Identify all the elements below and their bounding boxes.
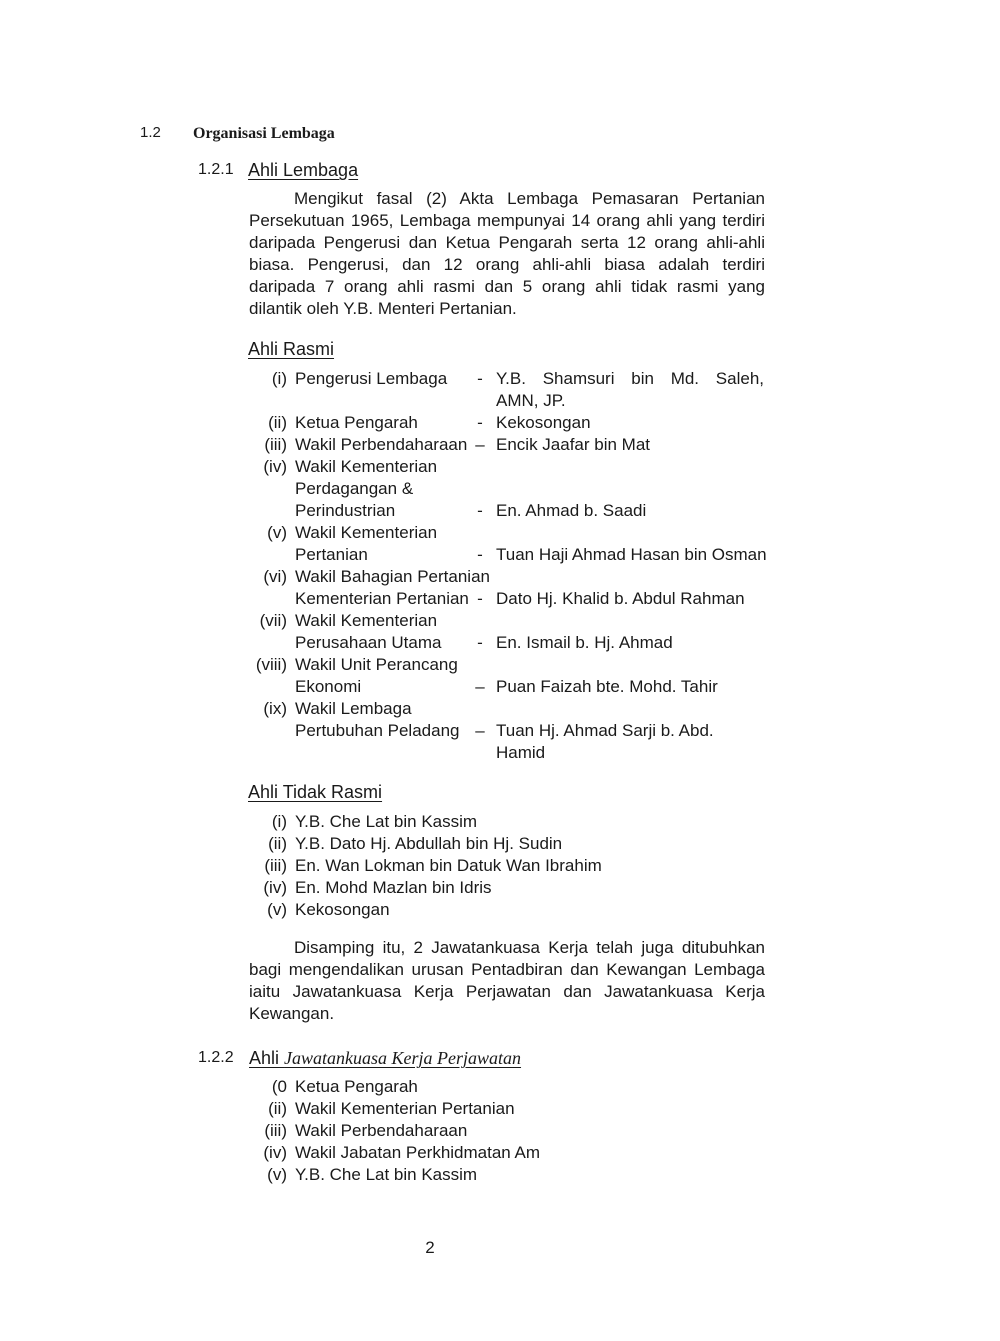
list-item <box>247 676 767 698</box>
item-member: Encik Jaafar bin Mat <box>496 435 651 454</box>
list-item <box>247 899 767 921</box>
item-number: (v) <box>267 523 287 542</box>
ahli-rasmi-heading: Ahli Rasmi <box>248 339 335 359</box>
committee-paragraph <box>249 937 765 1025</box>
item-number: (iv) <box>263 457 287 476</box>
item-position: Wakil Kementerian <box>295 457 438 476</box>
item-member: Ketua Pengarah <box>295 1077 418 1096</box>
section-number-1-2-2: 1.2.2 <box>198 1049 234 1066</box>
list-item <box>247 698 767 720</box>
item-member: Y.B. Shamsuri bin Md. Saleh, <box>496 369 764 388</box>
item-number: (iv) <box>263 878 287 897</box>
item-number: (ix) <box>263 699 287 718</box>
list-item <box>247 632 767 654</box>
item-member: En. Wan Lokman bin Datuk Wan Ibrahim <box>295 856 602 875</box>
list-item <box>247 588 767 610</box>
list-item <box>247 1076 767 1098</box>
item-dash: - <box>477 369 483 388</box>
item-position: Perindustrian <box>295 501 396 520</box>
list-item <box>247 412 767 434</box>
section-number-1-2: 1.2 <box>140 124 161 141</box>
item-member: Tuan Hj. Ahmad Sarji b. Abd. <box>496 721 714 740</box>
item-number: (iii) <box>264 435 287 454</box>
item-position: Wakil Unit Perancang <box>295 655 458 674</box>
item-position: Pengerusi Lembaga <box>295 369 448 388</box>
item-number: (iii) <box>264 1121 287 1140</box>
item-member: Kekosongan <box>295 900 390 919</box>
item-position: Pertubuhan Peladang <box>295 721 460 740</box>
list-item <box>247 610 767 632</box>
item-dash: - <box>477 545 483 564</box>
item-member: Puan Faizah bte. Mohd. Tahir <box>496 677 718 696</box>
item-number: (v) <box>267 900 287 919</box>
item-number: (v) <box>267 1165 287 1184</box>
list-item <box>247 522 767 544</box>
item-position: Wakil Lembaga <box>295 699 412 718</box>
item-member: Dato Hj. Khalid b. Abdul Rahman <box>496 589 745 608</box>
item-dash: – <box>475 721 485 740</box>
item-number: (viii) <box>255 655 287 674</box>
item-position: Wakil Perbendaharaan <box>295 435 468 454</box>
item-position: Kementerian Pertanian <box>295 589 469 608</box>
item-number: (vii) <box>259 611 287 630</box>
ahli-tidak-rasmi-list <box>247 811 767 921</box>
item-dash: – <box>475 435 485 454</box>
item-position: Wakil Kementerian <box>295 611 438 630</box>
item-member: Wakil Jabatan Perkhidmatan Am <box>295 1143 541 1162</box>
section-title-prefix: Ahli <box>249 1048 280 1068</box>
item-dash: - <box>477 501 483 520</box>
list-item <box>247 1120 767 1142</box>
list-item <box>247 390 767 412</box>
item-number: (0 <box>271 1077 287 1096</box>
item-member: Y.B. Che Lat bin Kassim <box>295 812 478 831</box>
list-item <box>247 833 767 855</box>
item-member: Hamid <box>496 743 546 762</box>
list-item <box>247 855 767 877</box>
item-member: En. Mohd Mazlan bin Idris <box>295 878 492 897</box>
committee-paragraph-text: Disamping itu, 2 Jawatankuasa Kerja telah juga ditubuhkan bagi mengendalikan urusan Pentadbiran dan Kewangan Lembaga iaitu Jawatankuasa Kerja Perjawatan dan Jawatankuasa Kerja Kewangan. <box>249 938 765 1023</box>
list-item <box>247 456 767 478</box>
item-member: Tuan Haji Ahmad Hasan bin Osman <box>496 545 767 564</box>
list-item <box>247 368 767 390</box>
item-member: Y.B. Dato Hj. Abdullah bin Hj. Sudin <box>295 834 563 853</box>
item-member: Kekosongan <box>496 413 591 432</box>
item-dash: - <box>477 589 483 608</box>
item-dash: - <box>477 413 483 432</box>
section-title-italic: Jawatankuasa Kerja Perjawatan <box>284 1048 522 1068</box>
list-item <box>247 1142 767 1164</box>
list-item <box>247 811 767 833</box>
item-dash: - <box>477 633 483 652</box>
list-item <box>247 1164 767 1186</box>
item-position: Perdagangan & <box>295 479 414 498</box>
item-member: Wakil Perbendaharaan <box>295 1121 468 1140</box>
list-item <box>247 500 767 522</box>
item-position: Wakil Kementerian <box>295 523 438 542</box>
intro-paragraph <box>249 188 765 320</box>
item-position: Ekonomi <box>295 677 362 696</box>
list-item <box>247 877 767 899</box>
item-number: (vi) <box>263 567 287 586</box>
section-title-ahli-lembaga: Ahli Lembaga <box>248 160 359 180</box>
list-item <box>247 566 767 588</box>
item-member: Wakil Kementerian Pertanian <box>295 1099 515 1118</box>
jawatankuasa-perjawatan-list <box>247 1076 767 1186</box>
list-item <box>247 742 767 764</box>
item-member: En. Ahmad b. Saadi <box>496 501 647 520</box>
item-dash: – <box>475 677 485 696</box>
intro-paragraph-text: Mengikut fasal (2) Akta Lembaga Pemasaran Pertanian Persekutuan 1965, Lembaga mempunyai 14 orang ahli yang terdiri daripada Pengerusi dan Ketua Pengarah serta 12 orang ahli-ahli biasa. Pengerusi, dan 12 orang ahli-ahli biasa adalah terdiri daripada 7 orang ahli rasmi dan 5 orang ahli tidak rasmi yang dilantik oleh Y.B. Menteri Pertanian. <box>249 189 765 318</box>
item-number: (i) <box>271 812 287 831</box>
list-item <box>247 1098 767 1120</box>
list-item <box>247 544 767 566</box>
item-position: Perusahaan Utama <box>295 633 442 652</box>
section-title-jawatankuasa <box>249 1048 521 1069</box>
section-title-organisasi-lembaga: Organisasi Lembaga <box>193 125 335 142</box>
page-number: 2 <box>425 1238 435 1257</box>
item-member: AMN, JP. <box>496 391 566 410</box>
item-number: (iv) <box>263 1143 287 1162</box>
item-member: En. Ismail b. Hj. Ahmad <box>496 633 673 652</box>
list-item <box>247 654 767 676</box>
item-position: Ketua Pengarah <box>295 413 418 432</box>
item-number: (i) <box>271 369 287 388</box>
list-item <box>247 434 767 456</box>
list-item <box>247 478 767 500</box>
item-number: (ii) <box>268 413 287 432</box>
item-member: Y.B. Che Lat bin Kassim <box>295 1165 478 1184</box>
item-position: Wakil Bahagian Pertanian <box>295 567 490 586</box>
item-number: (ii) <box>268 1099 287 1118</box>
ahli-rasmi-list <box>247 368 767 764</box>
section-number-1-2-1: 1.2.1 <box>198 161 234 178</box>
item-number: (iii) <box>264 856 287 875</box>
item-position: Pertanian <box>295 545 368 564</box>
list-item <box>247 720 767 742</box>
ahli-tidak-rasmi-heading: Ahli Tidak Rasmi <box>248 782 383 802</box>
item-number: (ii) <box>268 834 287 853</box>
